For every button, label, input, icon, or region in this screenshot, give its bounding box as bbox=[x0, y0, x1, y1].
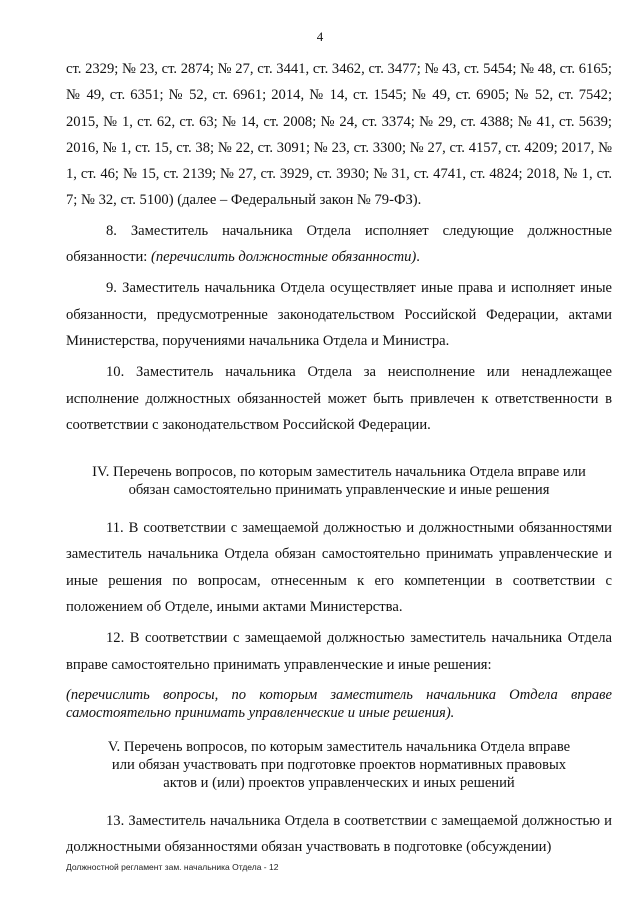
section-iv-heading-line-2: обязан самостоятельно принимать управленческие и иные решения bbox=[128, 482, 550, 499]
paragraph-12-instruction: (перечислить вопросы, по которым заместитель начальника Отдела вправе самостоятельно принимать управленческие и иные решения). bbox=[66, 686, 612, 721]
paragraph-8-instruction: (перечислить должностные обязанности) bbox=[150, 249, 417, 266]
paragraph-9: 9. Заместитель начальника Отдела осуществляет иные права и исполняет иные обязанности, предусмотренные законодательством Российской Федерации, актами Министерства, поручениями начальника Отдела и Министра. bbox=[66, 280, 612, 349]
section-v-heading-line-3: актов и (или) проектов управленческих и иных решений bbox=[163, 774, 515, 791]
paragraph-8-text: 8. Заместитель начальника Отдела исполняет следующие должностные обязанности: bbox=[66, 222, 612, 266]
page-number: 4 bbox=[316, 29, 324, 44]
document-body bbox=[66, 56, 612, 861]
paragraph-8 bbox=[66, 218, 612, 271]
section-v-heading-line-2: или обязан участвовать при подготовке проектов нормативных правовых bbox=[111, 756, 567, 773]
paragraph-11: 11. В соответствии с замещаемой должностью и должностными обязанностями заместитель начальника Отдела обязан самостоятельно принимать управленческие и иные решения по вопросам, отнесенным к его компетенции в соответствии с положением об Отделе, иными актами Министерства. bbox=[66, 520, 612, 616]
paragraph-8-tail: . bbox=[416, 249, 420, 266]
paragraph-13: 13. Заместитель начальника Отдела в соответствии с замещаемой должностью и должностными обязанностями обязан участвовать в подготовке (обсуждении) bbox=[66, 812, 612, 856]
page-footer: Должностной регламент зам. начальника Отдела - 12 bbox=[66, 862, 279, 872]
section-v-heading bbox=[66, 738, 612, 792]
section-iv-heading bbox=[66, 463, 612, 499]
section-v-heading-line-1: V. Перечень вопросов, по которым заместитель начальника Отдела вправе bbox=[107, 738, 571, 755]
section-iv-heading-line-1: IV. Перечень вопросов, по которым заместитель начальника Отдела вправе или bbox=[92, 464, 586, 481]
paragraph-12: 12. В соответствии с замещаемой должностью заместитель начальника Отдела вправе самостоятельно принимать управленческие и иные решения: bbox=[66, 630, 612, 673]
paragraph-10: 10. Заместитель начальника Отдела за неисполнение или ненадлежащее исполнение должностных обязанностей может быть привлечен к ответственности в соответствии с законодательством Российской Федерации. bbox=[66, 364, 612, 433]
law-references-continuation: ст. 2329; № 23, ст. 2874; № 27, ст. 3441, ст. 3462, ст. 3477; № 43, ст. 5454; № 48, ст. 6165; № 49, ст. 6351; № 52, ст. 6961; 2014, № 14, ст. 1545; № 49, ст. 6905; № 52, ст. 7542; 2015, № 1, ст. 62, ст. 63; № 14, ст. 2008; № 24, ст. 3374; № 29, ст. 4388; № 41, ст. 5639; 2016, № 1, ст. 15, ст. 38; № 22, ст. 3091; № 23, ст. 3300; № 27, ст. 4157, ст. 4209; 2017, № 1, ст. 46; № 15, ст. 2139; № 27, ст. 3929, ст. 3930; № 31, ст. 4741, ст. 4824; 2018, № 1, ст. 7; № 32, ст. 5100) (далее – Федеральный закон № 79-ФЗ). bbox=[66, 61, 612, 209]
